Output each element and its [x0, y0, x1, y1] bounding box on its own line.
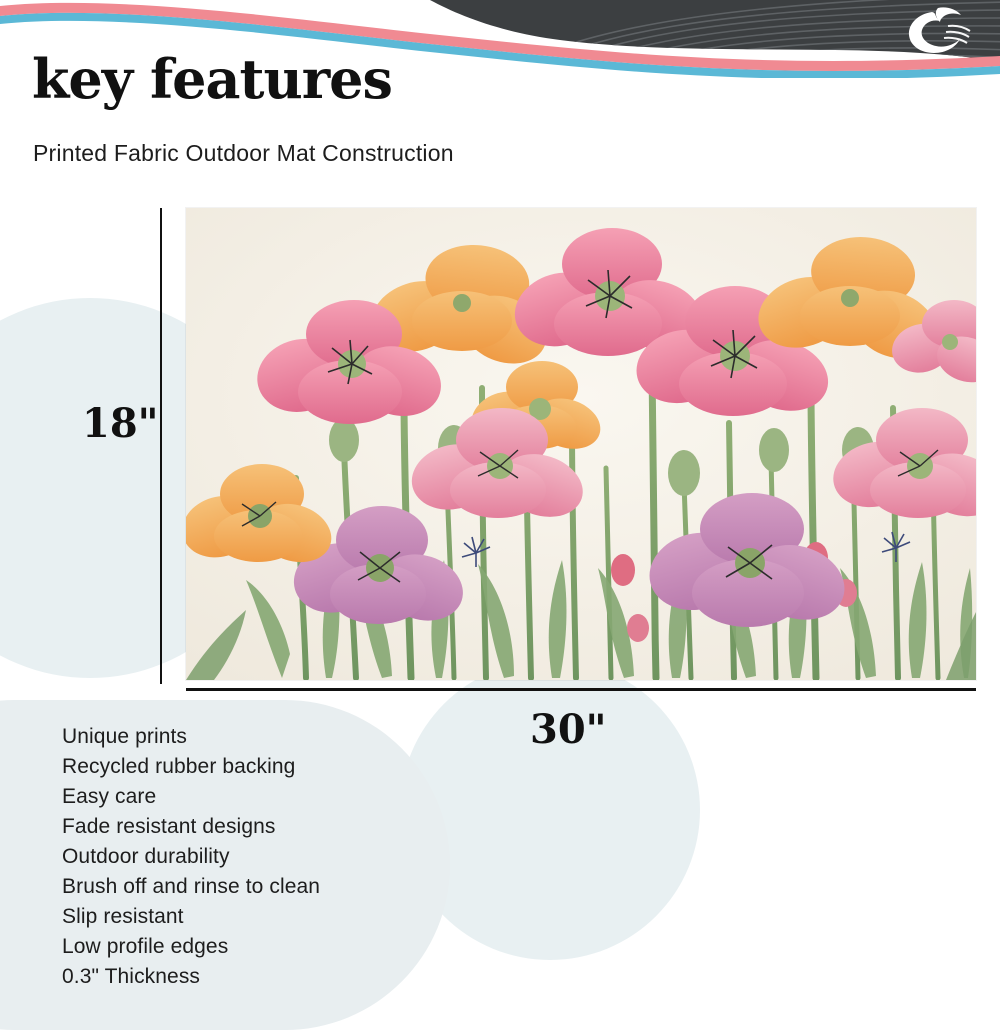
list-item: Slip resistant: [62, 905, 184, 928]
list-item: Outdoor durability: [62, 845, 230, 868]
features-list: [62, 722, 320, 992]
product-image: [186, 208, 976, 680]
list-item: Brush off and rinse to clean: [62, 875, 321, 898]
page-subtitle: Printed Fabric Outdoor Mat Construction: [33, 140, 454, 166]
list-item: Easy care: [62, 785, 157, 808]
swan-logo: [868, 6, 978, 64]
width-dimension-label: 30": [530, 706, 607, 753]
list-item: Fade resistant designs: [62, 815, 276, 838]
list-item: Recycled rubber backing: [62, 755, 296, 778]
height-dimension-label: 18": [82, 400, 159, 447]
list-item: 0.3" Thickness: [62, 965, 201, 988]
list-item: Unique prints: [62, 725, 188, 748]
list-item: Low profile edges: [62, 935, 229, 958]
decorative-circle-right: [400, 660, 700, 960]
height-guide-line: [160, 208, 162, 684]
page-title: key features: [32, 47, 392, 111]
width-guide-line: [186, 688, 976, 691]
